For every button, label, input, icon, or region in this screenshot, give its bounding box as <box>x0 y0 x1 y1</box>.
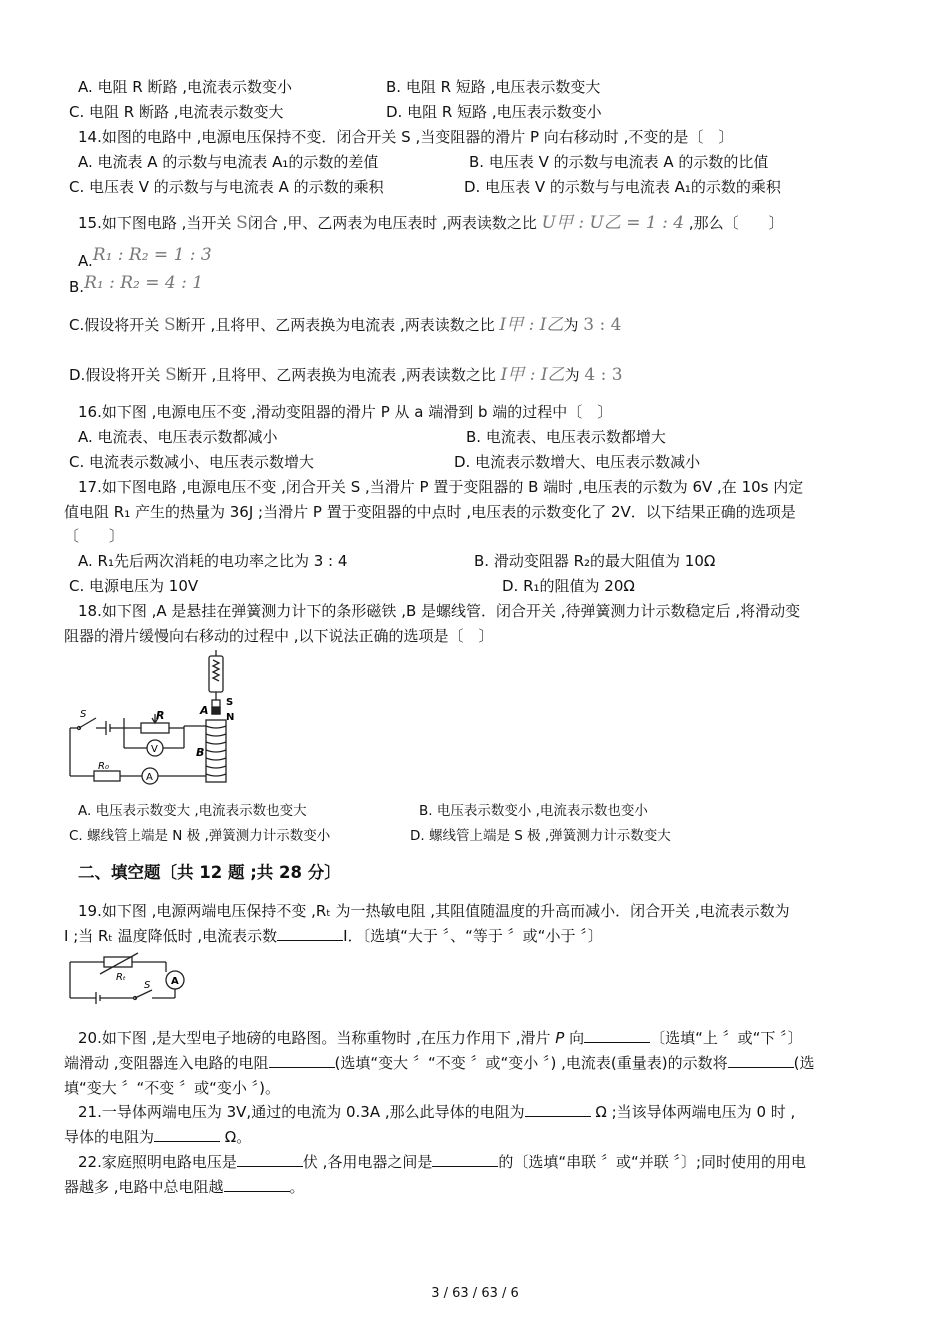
q16-option-d: D. 电流表示数增大、电压表示数减小 <box>454 453 701 471</box>
q17-stem-line3: 〔 〕 <box>64 527 125 545</box>
fig19-label-rt: Rₜ <box>116 972 126 983</box>
q15-current-ratio: I甲 : I乙 <box>499 315 564 335</box>
q19-blank[interactable] <box>277 925 343 941</box>
q22-stem-line2: 器越多 ,电路中总电阻越 。 <box>64 1178 305 1196</box>
fig18-label-solenoid: B <box>196 746 205 759</box>
q13-option-a: A. 电阻 R 断路 ,电流表示数变小 <box>78 78 293 96</box>
q16-option-a: A. 电流表、电压表示数都减小 <box>78 428 278 446</box>
q18-circuit-figure <box>66 648 256 788</box>
q20-stem-line1: 20.如下图 ,是大型电子地磅的电路图。当称重物时 ,在压力作用下 ,滑片 P 向 〔选填“上 〞或“下 〞〕 <box>78 1029 803 1047</box>
q13-option-b: B. 电阻 R 短路 ,电压表示数变大 <box>386 78 601 96</box>
q20-blank-2[interactable] <box>269 1052 335 1068</box>
q17-option-c: C. 电源电压为 10V <box>69 577 199 595</box>
q14-option-b: B. 电压表 V 的示数与电流表 A 的示数的比值 <box>469 153 769 171</box>
q22-blank-3[interactable] <box>224 1176 290 1192</box>
q18-stem-line2: 阻器的滑片缓慢向右移动的过程中 ,以下说法正确的选项是〔 〕 <box>64 627 494 645</box>
q17-stem-line1: 17.如下图电路 ,电源电压不变 ,闭合开关 S ,当滑片 P 置于变阻器的 B 端时 ,电压表的示数为 6V ,在 10s 内定 <box>78 478 804 496</box>
q13-option-c: C. 电阻 R 断路 ,电流表示数变大 <box>69 103 284 121</box>
q21-stem-line1: 21.一导体两端电压为 3V,通过的电流为 0.3A ,那么此导体的电阻为 Ω ;当该导体两端电压为 0 时 , <box>78 1103 796 1121</box>
q17-option-d: D. R₁的阻值为 20Ω <box>502 577 635 595</box>
q20-stem-line2: 端滑动 ,变阻器连入电路的电阻 (选填“变大 〞“不变 〞或“变小 〞) ,电流表(重量表)的示数将 (选 <box>64 1054 815 1072</box>
q14-stem: 14.如图的电路中 ,电源电压保持不变．闭合开关 S ,当变阻器的滑片 P 向右移动时 ,不变的是〔 〕 <box>78 128 734 146</box>
q18-option-a: A. 电压表示数变大 ,电流表示数也变大 <box>78 803 307 819</box>
q15-option-b: B.R₁ : R₂ = 4 : 1 <box>69 273 204 296</box>
fig18-label-r0: R₀ <box>98 761 109 772</box>
q17-stem-line2: 值电阻 R₁ 产生的热量为 36J ;当滑片 P 置于变阻器的中点时 ,电压表的示数变化了 2V．以下结果正确的选项是 <box>64 503 796 521</box>
q14-option-a: A. 电流表 A 的示数与电流表 A₁的示数的差值 <box>78 153 379 171</box>
q16-stem: 16.如下图 ,电源电压不变 ,滑动变阻器的滑片 P 从 a 端滑到 b 端的过程中〔 〕 <box>78 403 613 421</box>
q21-stem-line2: 导体的电阻为 Ω。 <box>64 1128 252 1146</box>
q18-option-c: C. 螺线管上端是 N 极 ,弹簧测力计示数变小 <box>69 828 331 844</box>
q14-option-d: D. 电压表 V 的示数与与电流表 A₁的示数的乘积 <box>464 178 781 196</box>
page-number: 3 / 63 / 63 / 6 <box>431 1286 519 1301</box>
q20-stem-line3: 填“变大 〞“不变 〞或“变小 〞)。 <box>64 1079 280 1097</box>
fig19-label-s: S <box>144 980 151 991</box>
q15-option-a-math: R₁ : R₂ = 1 : 3 <box>92 245 212 265</box>
q18-stem-line1: 18.如下图 ,A 是悬挂在弹簧测力计下的条形磁铁 ,B 是螺线管．闭合开关 ,待弹簧测力计示数稳定后 ,将滑动变 <box>78 602 801 620</box>
q15-option-b-math: R₁ : R₂ = 4 : 1 <box>84 273 204 293</box>
q18-option-d: D. 螺线管上端是 S 极 ,弹簧测力计示数变大 <box>410 828 671 844</box>
q15-option-c: C.假设将开关 S断开 ,且将甲、乙两表换为电流表 ,两表读数之比 I甲 : I乙为 3 : 4 <box>69 315 622 335</box>
q22-blank-1[interactable] <box>237 1151 303 1167</box>
q19-stem-line2: I ;当 Rₜ 温度降低时 ,电流表示数 I．〔选填“大于 〞、“等于 〞或“小于 〞〕 <box>64 927 603 945</box>
q20-blank-3[interactable] <box>728 1052 794 1068</box>
q19-circuit-figure <box>66 952 192 1004</box>
q13-option-d: D. 电阻 R 短路 ,电压表示数变小 <box>386 103 602 121</box>
fig18-label-s: S <box>80 709 87 720</box>
q15-switch-symbol: S <box>236 213 248 233</box>
fig19-label-a: A <box>171 976 179 987</box>
q16-option-b: B. 电流表、电压表示数都增大 <box>466 428 666 446</box>
fig18-pole-s: S <box>226 697 234 708</box>
q14-option-c: C. 电压表 V 的示数与与电流表 A 的示数的乘积 <box>69 178 384 196</box>
q19-stem-line1: 19.如下图 ,电源两端电压保持不变 ,Rₜ 为一热敏电阻 ,其阻值随温度的升高而减小．闭合开关 ,电流表示数为 <box>78 902 790 920</box>
q20-blank-1[interactable] <box>584 1027 650 1043</box>
q16-option-c: C. 电流表示数减小、电压表示数增大 <box>69 453 315 471</box>
q15-option-a: A.R₁ : R₂ = 1 : 3 <box>78 245 212 270</box>
fig18-pole-n: N <box>226 712 235 723</box>
q22-blank-2[interactable] <box>432 1151 498 1167</box>
section-2-title: 二、填空题〔共 12 题 ;共 28 分〕 <box>78 863 341 882</box>
q15-option-d: D.假设将开关 S断开 ,且将甲、乙两表换为电流表 ,两表读数之比 I甲 : I乙为 4 : 3 <box>69 365 623 385</box>
fig18-label-r: R <box>156 709 165 722</box>
q17-option-b: B. 滑动变阻器 R₂的最大阻值为 10Ω <box>474 552 716 570</box>
fig18-label-ammeter: A <box>146 772 153 783</box>
q22-stem-line1: 22.家庭照明电路电压是 伏 ,各用电器之间是 的〔选填“串联 〞或“并联 〞〕;同时使用的用电 <box>78 1153 807 1171</box>
fig18-label-v: V <box>151 744 158 755</box>
q21-blank-1[interactable] <box>525 1101 591 1117</box>
q15-stem: 15.如下图电路 ,当开关 S闭合 ,甲、乙两表为电压表时 ,两表读数之比 U甲 : U乙 = 1 : 4 ,那么〔 〕 <box>78 213 784 233</box>
q21-blank-2[interactable] <box>154 1126 220 1142</box>
q15-voltage-ratio: U甲 : U乙 = 1 : 4 <box>541 213 685 233</box>
fig18-label-magnet: A <box>200 704 209 717</box>
q18-option-b: B. 电压表示数变小 ,电流表示数也变小 <box>419 803 648 819</box>
q17-option-a: A. R₁先后两次消耗的电功率之比为 3 : 4 <box>78 552 348 570</box>
